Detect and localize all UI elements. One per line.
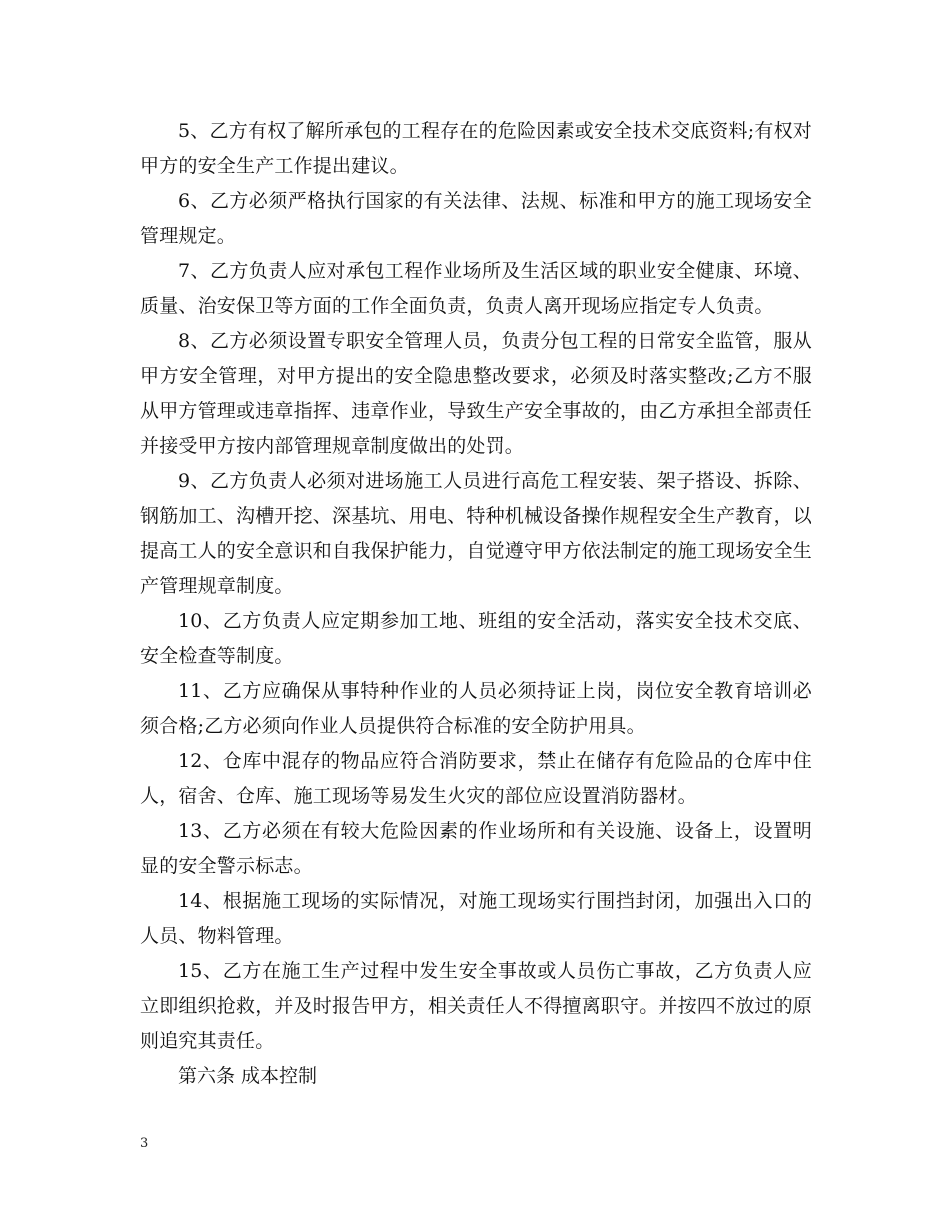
paragraph-item-9: 9、乙方负责人必须对进场施工人员进行高危工程安装、架子搭设、拆除、钢筋加工、沟槽开挖、深基坑、用电、特种机械设备操作规程安全生产教育，以提高工人的安全意识和自我保护能力，自觉遵守甲方依法制定的施工现场安全生产管理规章制度。 [140,470,813,597]
paragraph-item-12: 12、仓库中混存的物品应符合消防要求，禁止在储存有危险品的仓库中住人，宿舍、仓库、施工现场等易发生火灾的部位应设置消防器材。 [140,750,812,807]
paragraph-item-10: 10、乙方负责人应定期参加工地、班组的安全活动，落实安全技术交底、安全检查等制度。 [140,610,812,667]
document-body [140,114,812,1094]
paragraph-item-15: 15、乙方在施工生产过程中发生安全事故或人员伤亡事故，乙方负责人应立即组织抢救，并及时报告甲方，相关责任人不得擅离职守。并按四不放过的原则追究其责任。 [140,960,813,1052]
paragraph-item-14: 14、根据施工现场的实际情况，对施工现场实行围挡封闭，加强出入口的人员、物料管理。 [140,890,812,947]
paragraph-item-5: 5、乙方有权了解所承包的工程存在的危险因素或安全技术交底资料;有权对甲方的安全生产工作提出建议。 [140,120,812,177]
section-heading: 第六条 成本控制 [178,1065,318,1087]
paragraph-item-11: 11、乙方应确保从事特种作业的人员必须持证上岗，岗位安全教育培训必须合格;乙方必须向作业人员提供符合标准的安全防护用具。 [140,680,812,737]
paragraph-item-7: 7、乙方负责人应对承包工程作业场所及生活区域的职业安全健康、环境、质量、治安保卫等方面的工作全面负责，负责人离开现场应指定专人负责。 [140,260,812,317]
page-number: 3 [140,1136,149,1151]
paragraph-item-6: 6、乙方必须严格执行国家的有关法律、法规、标准和甲方的施工现场安全管理规定。 [140,190,812,247]
paragraph-item-13: 13、乙方必须在有较大危险因素的作业场所和有关设施、设备上，设置明显的安全警示标志。 [140,820,812,877]
paragraph-item-8: 8、乙方必须设置专职安全管理人员，负责分包工程的日常安全监管，服从甲方安全管理，对甲方提出的安全隐患整改要求，必须及时落实整改;乙方不服从甲方管理或违章指挥、违章作业，导致生产安全事故的，由乙方承担全部责任并接受甲方按内部管理规章制度做出的处罚。 [140,330,813,457]
